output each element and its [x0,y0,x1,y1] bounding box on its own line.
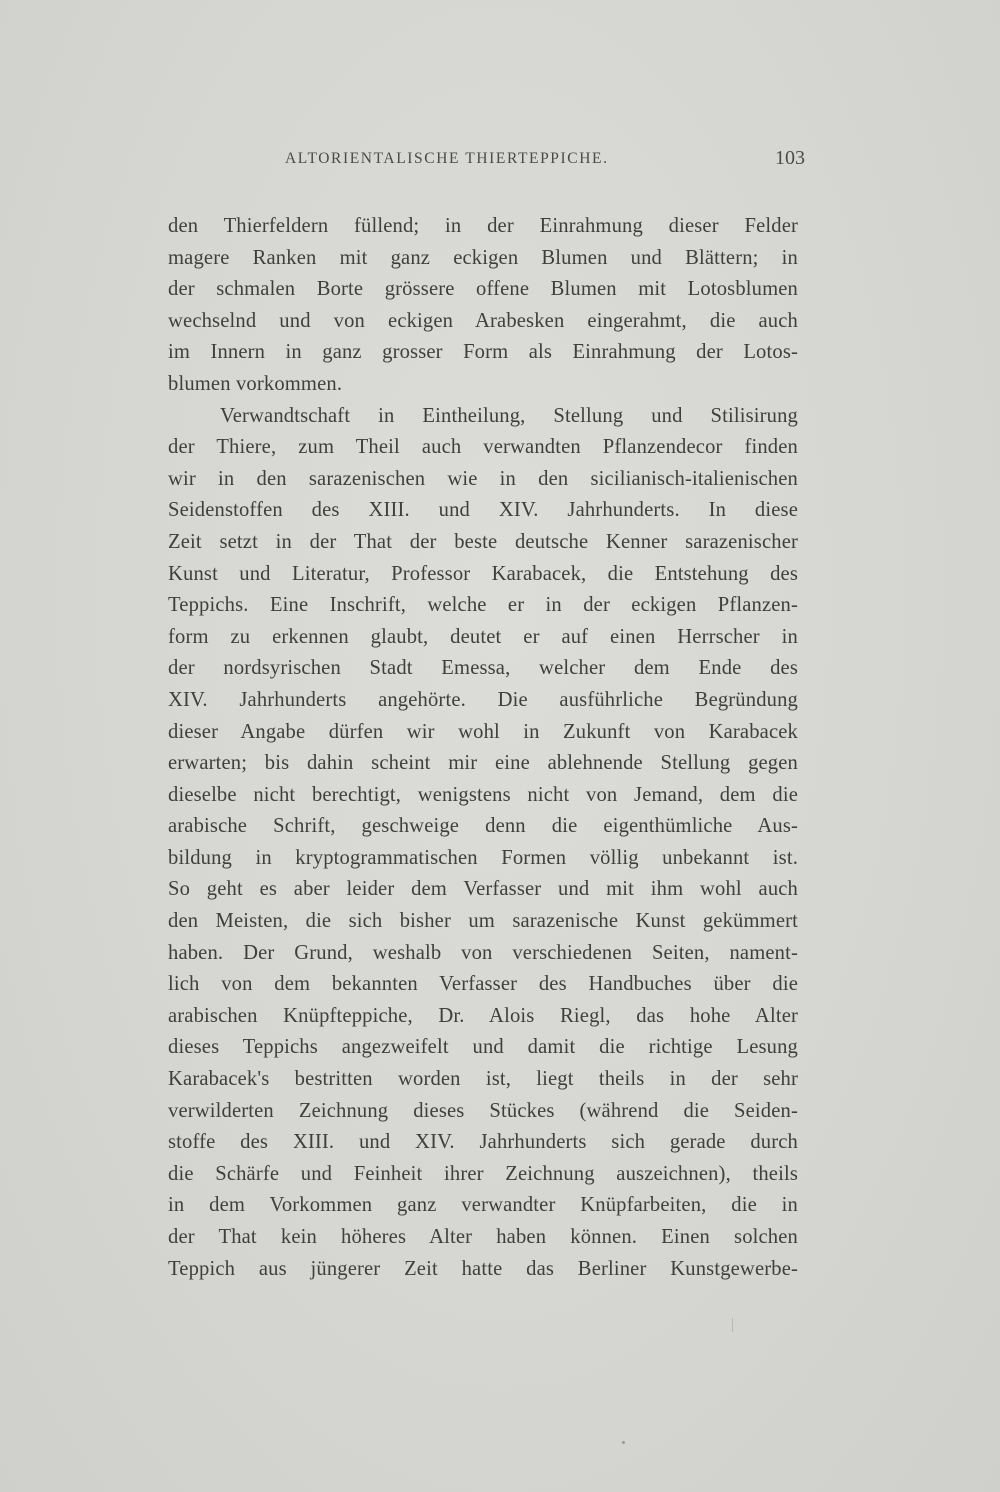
text-line: der nordsyrischen Stadt Emessa, welcher dem Ende des [168,657,798,680]
text-line: Kunst und Literatur, Professor Karabacek, die Entstehung des [168,562,798,585]
margin-mark [732,1318,733,1332]
text-line: arabische Schrift, geschweige denn die eigenthümliche Aus- [168,815,798,838]
text-line: magere Ranken mit ganz eckigen Blumen und Blättern; in [168,246,798,269]
text-line: wechselnd und von eckigen Arabesken eingerahmt, die auch [168,309,798,332]
text-line: Seidenstoffen des XIII. und XIV. Jahrhunderts. In diese [168,499,798,522]
text-line: Teppichs. Eine Inschrift, welche er in der eckigen Pflanzen- [168,594,798,617]
text-line: haben. Der Grund, weshalb von verschiedenen Seiten, nament- [168,941,798,964]
text-line: der schmalen Borte grössere offene Blumen mit Lotosblumen [168,278,798,301]
running-header [285,147,805,178]
text-line: So geht es aber leider dem Verfasser und mit ihm wohl auch [168,878,798,901]
text-line: den Thierfeldern füllend; in der Einrahmung dieser Felder [168,215,798,237]
text-line: blumen vorkommen. [168,372,343,395]
text-line: in dem Vorkommen ganz verwandter Knüpfarbeiten, die in [168,1194,798,1217]
text-line: die Schärfe und Feinheit ihrer Zeichnung auszeichnen), theils [168,1162,798,1185]
text-line: dieses Teppichs angezweifelt und damit die richtige Lesung [168,1036,798,1059]
text-line: lich von dem bekannten Verfasser des Handbuches über die [168,973,798,996]
text-line: Teppich aus jüngerer Zeit hatte das Berliner Kunstgewerbe- [168,1257,798,1280]
body-text [168,211,798,1285]
text-line: XIV. Jahrhunderts angehörte. Die ausführliche Begründung [168,688,798,711]
text-line: stoffe des XIII. und XIV. Jahrhunderts sich gerade durch [168,1131,798,1154]
text-line: der That kein höheres Alter haben können. Einen solchen [168,1226,798,1248]
text-line: den Meisten, die sich bisher um sarazenische Kunst gekümmert [168,910,798,933]
text-line: bildung in kryptogrammatischen Formen völlig unbekannt ist. [168,846,798,869]
text-line: Zeit setzt in der That der beste deutsche Kenner sarazenischer [168,530,798,553]
text-line: verwilderten Zeichnung dieses Stückes (während die Seiden- [168,1099,798,1122]
text-line: arabischen Knüpfteppiche, Dr. Alois Riegl, das hohe Alter [168,1004,798,1027]
running-title: ALTORIENTALISCHE THIERTEPPICHE. [285,150,609,167]
paragraph-start-line: Verwandtschaft in Eintheilung, Stellung und Stilisirung [220,404,798,427]
text-line: im Innern in ganz grosser Form als Einrahmung der Lotos- [168,341,798,364]
text-line: der Thiere, zum Theil auch verwandten Pflanzendecor finden [168,436,798,459]
text-line: erwarten; bis dahin scheint mir eine ablehnende Stellung gegen [168,752,798,775]
text-line: form zu erkennen glaubt, deutet er auf einen Herrscher in [168,625,798,648]
paper-speck [622,1441,625,1444]
page-number: 103 [775,147,805,169]
text-line: Karabacek's bestritten worden ist, liegt theils in der sehr [168,1068,798,1091]
text-line: dieser Angabe dürfen wir wohl in Zukunft von Karabacek [168,720,798,743]
text-line: wir in den sarazenischen wie in den sicilianisch-italienischen [168,467,798,490]
text-line: dieselbe nicht berechtigt, wenigstens nicht von Jemand, dem die [168,783,798,806]
